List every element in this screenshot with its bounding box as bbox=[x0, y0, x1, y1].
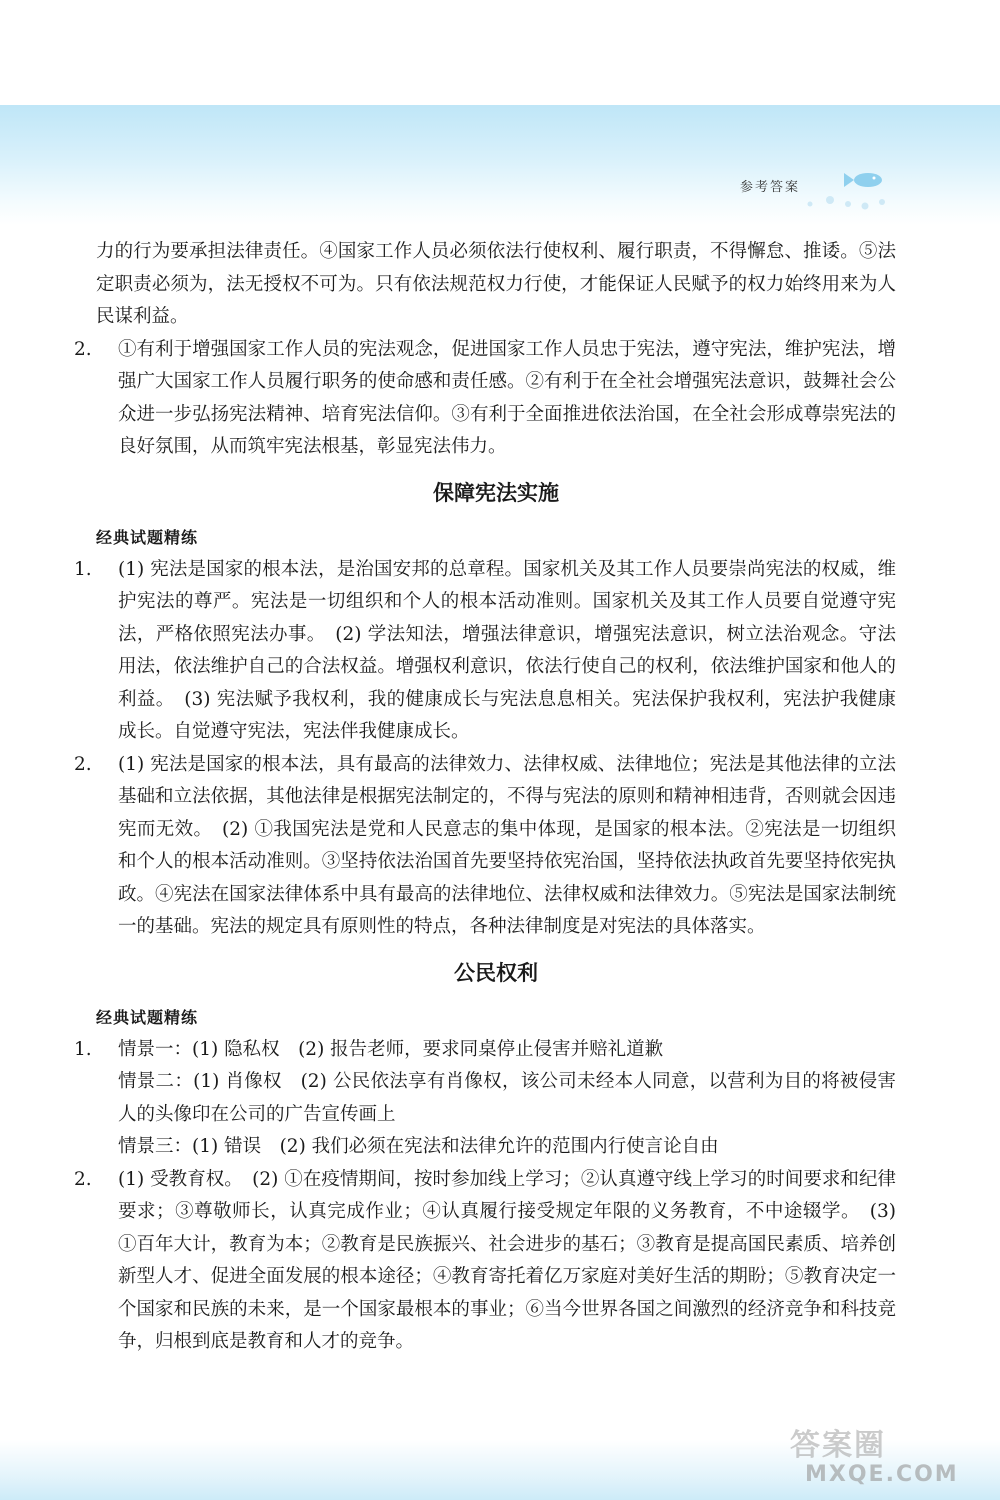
item-text: ①有利于增强国家工作人员的宪法观念，促进国家工作人员忠于宪法，遵守宪法，维护宪法，增强广大国家工作人员履行职务的使命感和责任感。②有利于在全社会增强宪法意识，鼓舞社会公众进一步弘扬宪法精神、培育宪法信仰。③有利于全面推进依法治国，在全社会形成尊崇宪法的良好氛围，从而筑牢宪法根基，彰显宪法伟力。 bbox=[118, 338, 896, 457]
item-number: 1. bbox=[74, 1038, 92, 1060]
section-title-civil-rights: 公民权利 bbox=[454, 960, 538, 985]
item-text: (1) 宪法是国家的根本法，具有最高的法律效力、法律权威、法律地位；宪法是其他法律的立法基础和立法依据，其他法律是根据宪法制定的，不得与宪法的原则和精神相违背，否则就会因违宪而无效。 (2) ①我国宪法是党和人民意志的集中体现，是国家的根本法。②宪法是一切组织和个人的根本活动准则。③坚持依法治国首先要坚持依宪治国，坚持依法执政首先要坚持依宪执政。④宪法在国家法律体系中具有最高的法律地位、法律权威和法律效力。⑤宪法是国家法制统一的基础。宪法的规定具有原则性的特点，各种法律制度是对宪法的具体落实。 bbox=[118, 753, 896, 937]
scene-1-text: 情景一：(1) 隐私权 (2) 报告老师，要求同桌停止侵害并赔礼道歉 bbox=[118, 1038, 664, 1060]
top-margin bbox=[0, 0, 1000, 105]
section2-item-1 bbox=[74, 1034, 896, 1164]
scene-2-text: 情景二：(1) 肖像权 (2) 公民依法享有肖像权，该公司未经本人同意，以营利为目的将被侵害人的头像印在公司的广告宣传画上 bbox=[118, 1071, 896, 1125]
answer-content bbox=[74, 236, 896, 1359]
section2-item-2 bbox=[74, 1164, 896, 1359]
item-number: 2. bbox=[74, 753, 92, 775]
section-subtitle: 经典试题精练 bbox=[96, 1007, 199, 1027]
section1-item-2 bbox=[74, 749, 896, 944]
watermark-logo: 答案圈 bbox=[790, 1428, 886, 1463]
section-subtitle: 经典试题精练 bbox=[96, 527, 199, 547]
section-title-constitution: 保障宪法实施 bbox=[433, 480, 559, 505]
intro-paragraph: 力的行为要承担法律责任。④国家工作人员必须依法行使权利、履行职责，不得懈怠、推诿。⑤法定职责必须为，法无授权不可为。只有依法规范权力行使，才能保证人民赋予的权力始终用来为人民谋利益。 bbox=[96, 241, 896, 327]
intro-item-2 bbox=[74, 334, 896, 464]
header-label: 参考答案 bbox=[740, 180, 801, 195]
item-number: 1. bbox=[74, 558, 92, 580]
item-text: (1) 受教育权。 (2) ①在疫情期间，按时参加线上学习；②认真遵守线上学习的时间要求和纪律要求；③尊敬师长，认真完成作业；④认真履行接受规定年限的义务教育，不中途辍学。 (3) ①百年大计，教育为本；②教育是民族振兴、社会进步的基石；③教育是提高国民素质、培养创新型人才、促进全面发展的根本途径；④教育寄托着亿万家庭对美好生活的期盼；⑤教育决定一个国家和民族的未来，是一个国家最根本的事业；⑥当今世界各国之间激烈的经济竞争和科技竞争，归根到底是教育和人才的竞争。 bbox=[118, 1168, 896, 1352]
item-number: 2. bbox=[74, 338, 92, 360]
watermark-url: MXQE.COM bbox=[805, 1462, 959, 1487]
item-text: (1) 宪法是国家的根本法，是治国安邦的总章程。国家机关及其工作人员要崇尚宪法的权威，维护宪法的尊严。宪法是一切组织和个人的根本活动准则。国家机关及其工作人员要自觉遵守宪法，严格依照宪法办事。 (2) 学法知法，增强法律意识，增强宪法意识，树立法治观念。守法用法，依法维护自己的合法权益。增强权利意识，依法行使自己的权利，依法维护国家和他人的利益。 (3) 宪法赋予我权利，我的健康成长与宪法息息相关。宪法保护我权利，宪法护我健康成长。自觉遵守宪法，宪法伴我健康成长。 bbox=[118, 558, 896, 742]
scene-3-text: 情景三：(1) 错误 (2) 我们必须在宪法和法律允许的范围内行使言论自由 bbox=[118, 1136, 719, 1157]
fish-icon bbox=[770, 160, 900, 220]
section1-item-1 bbox=[74, 554, 896, 749]
item-number: 2. bbox=[74, 1168, 92, 1190]
